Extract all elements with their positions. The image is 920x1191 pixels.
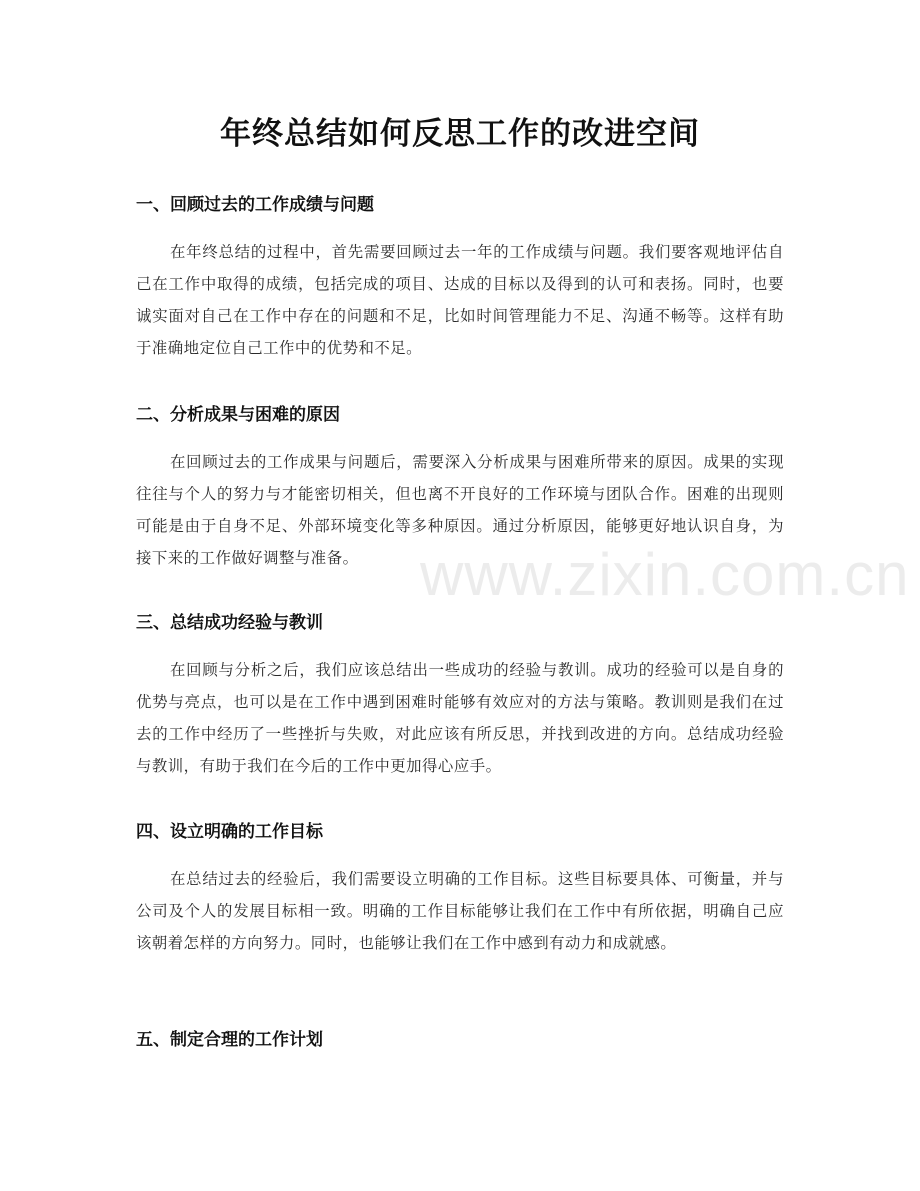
watermark: www.zixin.com.cn bbox=[420, 541, 910, 608]
section-paragraph-3: 在回顾与分析之后，我们应该总结出一些成功的经验与教训。成功的经验可以是自身的优势与亮点，也可以是在工作中遇到困难时能够有效应对的方法与策略。教训则是我们在过去的工作中经历了一些挫折与失败，对此应该有所反思，并找到改进的方向。总结成功经验与教训，有助于我们在今后的工作中更加得心应手。 bbox=[136, 661, 784, 775]
section-paragraph-1: 在年终总结的过程中，首先需要回顾过去一年的工作成绩与问题。我们要客观地评估自己在工作中取得的成绩，包括完成的项目、达成的目标以及得到的认可和表扬。同时，也要诚实面对自己在工作中存在的问题和不足，比如时间管理能力不足、沟通不畅等。这样有助于准确地定位自己工作中的优势和不足。 bbox=[136, 243, 784, 357]
section-heading-5: 五、制定合理的工作计划 bbox=[136, 1030, 323, 1050]
section-heading-3: 三、总结成功经验与教训 bbox=[136, 613, 323, 633]
section-heading-1: 一、回顾过去的工作成绩与问题 bbox=[136, 195, 374, 215]
section-paragraph-4: 在总结过去的经验后，我们需要设立明确的工作目标。这些目标要具体、可衡量，并与公司及个人的发展目标相一致。明确的工作目标能够让我们在工作中有所依据，明确自己应该朝着怎样的方向努力。同时，也能够让我们在工作中感到有动力和成就感。 bbox=[136, 870, 784, 952]
page-title: 年终总结如何反思工作的改进空间 bbox=[220, 116, 700, 152]
section-paragraph-2: 在回顾过去的工作成果与问题后，需要深入分析成果与困难所带来的原因。成果的实现往往与个人的努力与才能密切相关，但也离不开良好的工作环境与团队合作。困难的出现则可能是由于自身不足、外部环境变化等多种原因。通过分析原因，能够更好地认识自身，为接下来的工作做好调整与准备。 bbox=[136, 453, 784, 567]
section-heading-2: 二、分析成果与困难的原因 bbox=[136, 405, 340, 425]
section-heading-4: 四、设立明确的工作目标 bbox=[136, 822, 323, 842]
